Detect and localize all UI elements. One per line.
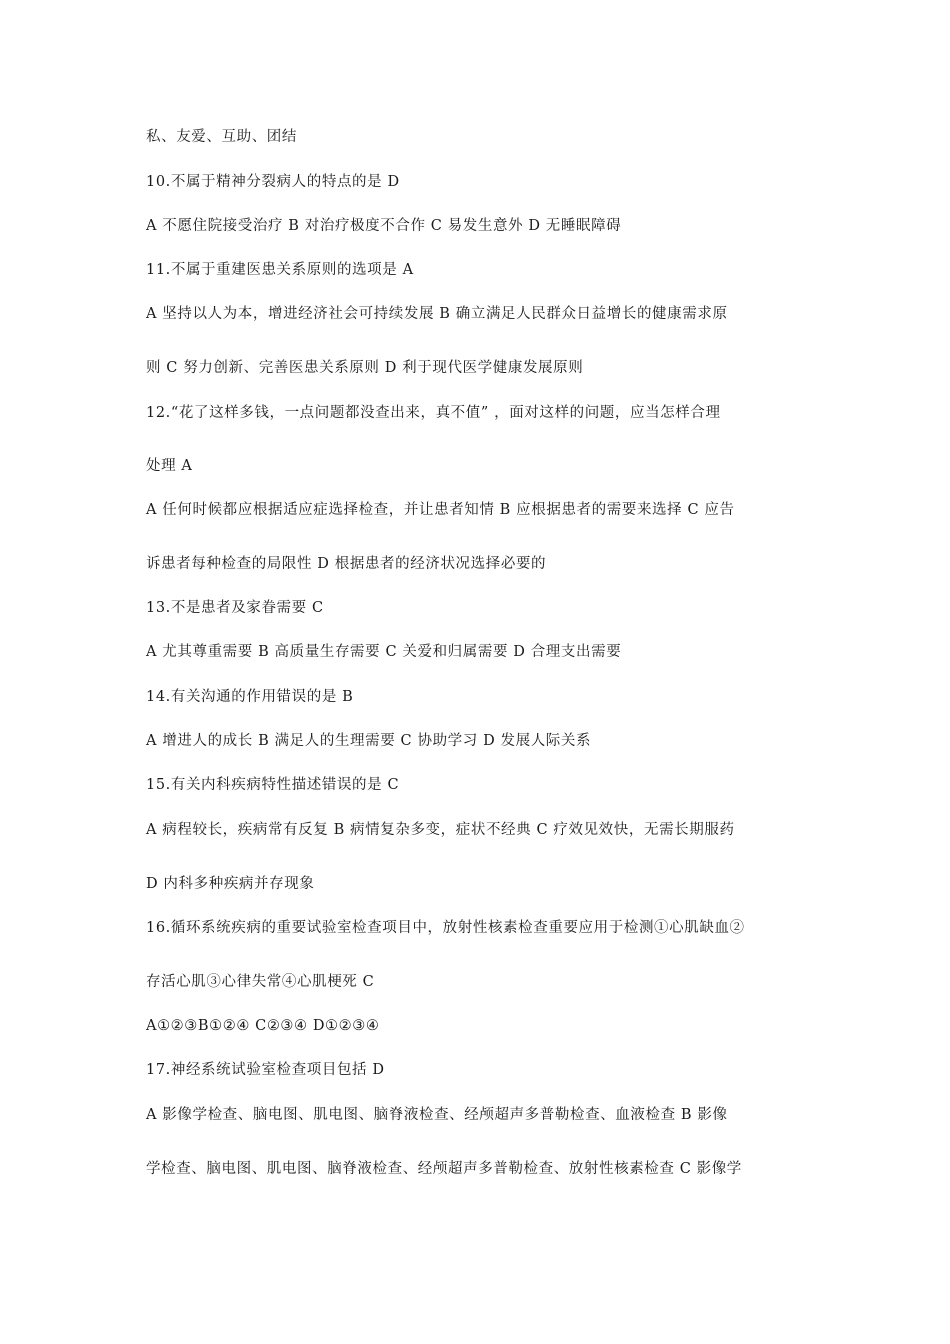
question-10: 10.不属于精神分裂病人的特点的是 D (146, 174, 400, 190)
question-15-options: A 病程较长，疾病常有反复 B 病情复杂多变，症状不经典 C 疗效见效快，无需长期服药 (146, 822, 735, 838)
question-17-options-cont: 学检查、脑电图、肌电图、脑脊液检查、经颅超声多普勒检查、放射性核素检查 C 影像学 (146, 1161, 742, 1177)
question-11-options-cont: 则 C 努力创新、完善医患关系原则 D 利于现代医学健康发展原则 (146, 360, 584, 376)
question-12: 12.“花了这样多钱，一点问题都没查出来，真不值” ，面对这样的问题，应当怎样合理 (146, 405, 721, 421)
question-12-options-cont: 诉患者每种检查的局限性 D 根据患者的经济状况选择必要的 (146, 556, 547, 572)
question-17: 17.神经系统试验室检查项目包括 D (146, 1062, 385, 1078)
question-16: 16.循环系统疾病的重要试验室检查项目中，放射性核素检查重要应用于检测①心肌缺血② (146, 920, 745, 936)
question-10-options: A 不愿住院接受治疗 B 对治疗极度不合作 C 易发生意外 D 无睡眠障碍 (146, 218, 622, 234)
question-15: 15.有关内科疾病特性描述错误的是 C (146, 777, 400, 793)
question-13-options: A 尤其尊重需要 B 高质量生存需要 C 关爱和归属需要 D 合理支出需要 (146, 644, 622, 660)
question-15-options-cont: D 内科多种疾病并存现象 (146, 876, 315, 892)
question-17-options: A 影像学检查、脑电图、肌电图、脑脊液检查、经颅超声多普勒检查、血液检查 B 影像 (146, 1107, 728, 1123)
text-line: 私、友爱、互助、团结 (146, 129, 297, 145)
question-16-options: A①②③B①②④ C②③④ D①②③④ (146, 1018, 380, 1034)
question-13: 13.不是患者及家眷需要 C (146, 600, 324, 616)
question-14-options: A 增进人的成长 B 满足人的生理需要 C 协助学习 D 发展人际关系 (146, 733, 592, 749)
question-14: 14.有关沟通的作用错误的是 B (146, 689, 354, 705)
question-11-options: A 坚持以人为本，增进经济社会可持续发展 B 确立满足人民群众日益增长的健康需求原 (146, 306, 728, 322)
question-12-options: A 任何时候都应根据适应症选择检查，并让患者知情 B 应根据患者的需要来选择 C 应告 (146, 502, 735, 518)
question-16-cont: 存活心肌③心律失常④心肌梗死 C (146, 974, 375, 990)
question-12-cont: 处理 A (146, 458, 193, 474)
question-11: 11.不属于重建医患关系原则的选项是 A (146, 262, 414, 278)
